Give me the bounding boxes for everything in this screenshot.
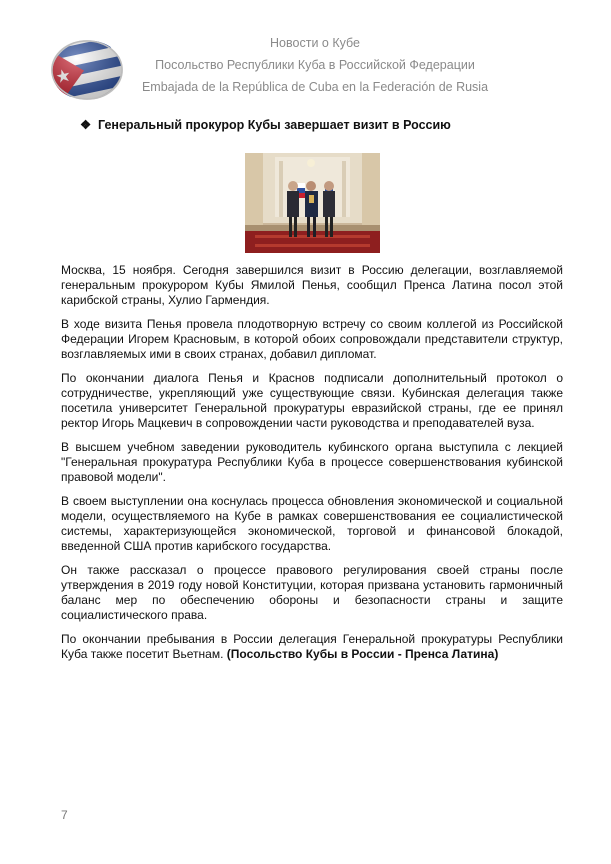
paragraph-7 [61,632,563,662]
article-title-text: Генеральный прокурор Кубы завершает визит в Россию [98,118,451,132]
header-line-embassy-es: Embajada de la República de Cuba en la Federación de Rusia [141,80,489,94]
paragraph-5: В своем выступлении она коснулась процесса обновления экономической и социальной модели, осуществляемого на Кубе в рамках совершенствования ее социалистической системы, характеризующейся экономической, торговой и финансовой блокадой, введенной США против карибского государства. [61,494,563,553]
article-body [61,263,563,671]
article-photo [245,153,380,253]
header-line-news: Новости о Кубе [270,36,360,50]
paragraph-7-text: По окончании пребывания в России делегация Генеральной прокуратуры Республики Куба также посетит Вьетнам. [61,632,563,661]
paragraph-1: Москва, 15 ноября. Сегодня завершился визит в Россию делегации, возглавляемой генеральным прокурором Кубы Ямилой Пенья, сообщил Пренса Латина посол этой карибской страны, Хулио Гармендия. [61,263,563,307]
header [130,32,500,98]
page-number: 7 [61,808,68,822]
paragraph-3: По окончании диалога Пенья и Краснов подписали дополнительный протокол о сотрудничестве, укрепляющий уже существующие связи. Кубинская делегация также посетила университет Генеральной прокуратуры евразийской страны, где ее принял ректор Игорь Мацкевич в сопровождении части руководства и преподавателей вуза. [61,371,563,430]
cuban-flag-globe-icon [50,39,124,101]
paragraph-6: Он также рассказал о процессе правового регулирования своей страны после утверждения в 2019 году новой Конституции, которая призвана установить гармоничный баланс мер по обеспечению обороны и безопасности страны и защите социалистического права. [61,563,563,622]
paragraph-2: В ходе визита Пенья провела плодотворную встречу со своим коллегой из Российской Федерации Игорем Красновым, в которой обоих сопровождали представители структур, возглавляемых ими в своих странах, добавил дипломат. [61,317,563,361]
article-title [80,117,451,132]
bullet-icon: ❖ [80,118,92,132]
article-source: (Посольство Кубы в России - Пренса Латина) [226,647,499,661]
header-line-embassy-ru: Посольство Республики Куба в Российской Федерации [155,58,475,72]
cuban-flag-globe-graphic [50,39,124,101]
paragraph-4: В высшем учебном заведении руководитель кубинского органа выступила с лекцией "Генеральная прокуратура Республики Куба в процессе совершенствования кубинской правовой модели". [61,440,563,484]
meeting-photo-graphic [245,153,380,253]
